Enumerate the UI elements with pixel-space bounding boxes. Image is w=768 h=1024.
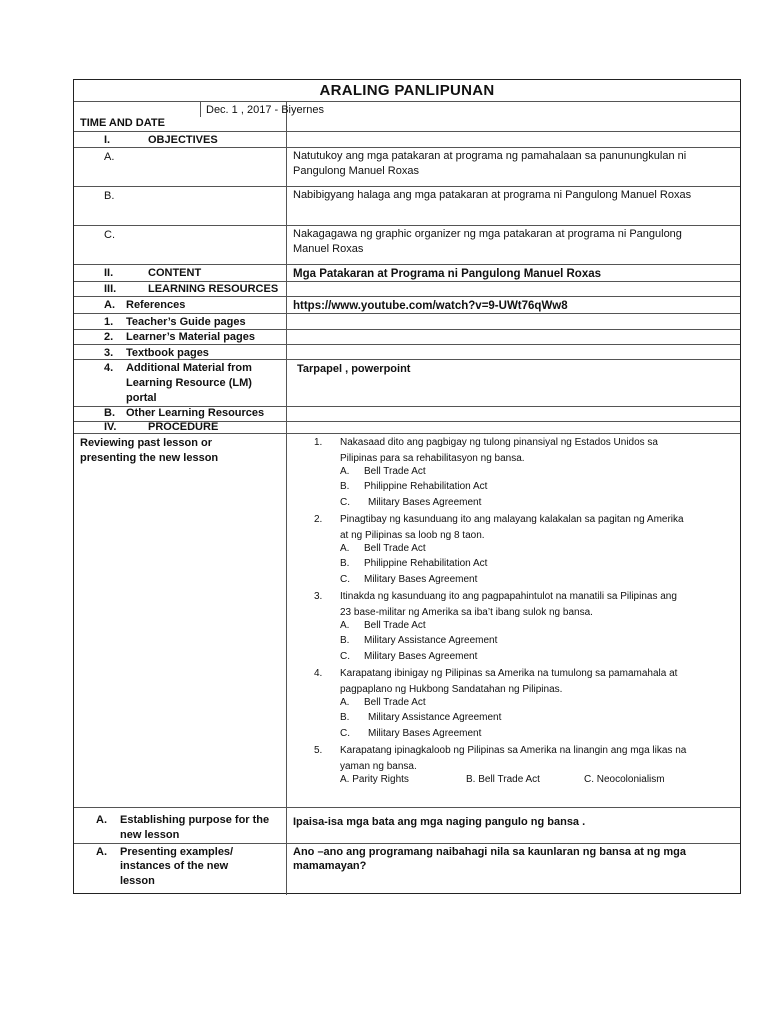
option-text: Bell Trade Act: [364, 697, 426, 708]
additional-material-label-2: Learning Resource (LM): [126, 377, 252, 389]
time-date-value: Dec. 1 , 2017 - Biyernes: [206, 104, 325, 116]
option-letter: B.: [340, 712, 350, 723]
teacher-guide-num: 1.: [104, 316, 114, 328]
examples-label-1: Presenting examples/: [120, 846, 234, 858]
teacher-guide-label: Teacher’s Guide pages: [126, 316, 246, 328]
row-divider: [74, 186, 740, 187]
objective-c-letter: C.: [104, 229, 115, 241]
objective-a-letter: A.: [104, 151, 115, 163]
objective-a-text: Natutukoy ang mga patakaran at programa ng pamahalaan sa panunungkulan ni Pangulong Manuel Roxas: [293, 150, 687, 177]
option-letter: A.: [340, 466, 350, 477]
option-letter: C.: [340, 574, 350, 585]
other-resources-num: B.: [104, 407, 115, 419]
content-num: II.: [104, 267, 114, 279]
examples-label-3: lesson: [120, 875, 155, 887]
examples-label-2: instances of the new: [120, 860, 229, 872]
row-divider: [74, 264, 740, 265]
review-label-2: presenting the new lesson: [80, 452, 219, 464]
examples-value-2: mamamayan?: [293, 860, 367, 872]
learner-material-label: Learner’s Material pages: [126, 331, 256, 343]
option-letter: A.: [340, 543, 350, 554]
option-letter: A.: [340, 697, 350, 708]
question-line: 23 base-militar ng Amerika sa iba’t ibang sulok ng bansa.: [340, 606, 593, 618]
question-line: Pilipinas para sa rehabilitasyon ng bansa.: [340, 452, 525, 464]
question-line: at ng Pilipinas sa loob ng 8 taon.: [340, 529, 485, 541]
learner-material-num: 2.: [104, 331, 114, 343]
other-resources-label: Other Learning Resources: [126, 407, 265, 419]
col-divider: [286, 101, 287, 895]
option-text: Military Bases Agreement: [364, 651, 478, 662]
question-line: Itinakda ng kasunduang ito ang pagpapahintulot na manatili sa Pilipinas ang: [340, 591, 677, 602]
references-link[interactable]: https://www.youtube.com/watch?v=9-UWt76qWw8: [293, 300, 568, 312]
learning-resources-label: LEARNING RESOURCES: [148, 283, 279, 295]
additional-material-label-3: portal: [126, 392, 157, 404]
time-date-label: TIME AND DATE: [80, 117, 165, 129]
question-line: yaman ng bansa.: [340, 760, 417, 772]
question-number: 1.: [314, 437, 323, 448]
option-letter: A.: [340, 620, 350, 631]
learning-resources-num: III.: [104, 283, 117, 295]
objectives-num: I.: [104, 134, 111, 146]
row-divider: [74, 131, 740, 132]
textbook-label: Textbook pages: [126, 347, 209, 359]
question-number: 3.: [314, 591, 323, 602]
review-label-1: Reviewing past lesson or: [80, 437, 213, 449]
option-letter: C.: [340, 728, 350, 739]
purpose-value: Ipaisa-isa mga bata ang mga naging pangulo ng bansa .: [293, 816, 586, 828]
textbook-num: 3.: [104, 347, 114, 359]
purpose-label-1: Establishing purpose for the: [120, 814, 270, 826]
objectives-header: OBJECTIVES: [148, 134, 218, 146]
option-letter: C.: [340, 497, 350, 508]
inline-option: A. Parity Rights: [340, 774, 409, 785]
row-divider: [74, 843, 740, 844]
examples-value-1: Ano –ano ang programang naibahagi nila sa kaunlaran ng bansa at ng mga: [293, 846, 687, 858]
content-value: Mga Patakaran at Programa ni Pangulong Manuel Roxas: [293, 268, 602, 280]
page-title: ARALING PANLIPUNAN: [319, 82, 495, 99]
question-line: Karapatang ipinagkaloob ng Pilipinas sa Amerika na linangin ang mga likas na: [340, 745, 687, 756]
option-text: Military Assistance Agreement: [368, 712, 502, 723]
row-divider: [74, 147, 740, 148]
inline-option: B. Bell Trade Act: [466, 774, 540, 785]
option-text: Bell Trade Act: [364, 543, 426, 554]
option-letter: B.: [340, 558, 350, 569]
procedure-num: IV.: [104, 421, 117, 433]
references-label: References: [126, 299, 186, 311]
option-letter: B.: [340, 481, 350, 492]
col-divider: [200, 101, 201, 117]
question-number: 5.: [314, 745, 323, 756]
question-number: 2.: [314, 514, 323, 525]
row-divider: [74, 807, 740, 808]
option-letter: C.: [340, 651, 350, 662]
objective-b-letter: B.: [104, 190, 115, 202]
option-text: Military Bases Agreement: [368, 728, 482, 739]
question-line: Karapatang ibinigay ng Pilipinas sa Amerika na tumulong sa pamamahala at: [340, 668, 678, 679]
question-line: Nakasaad dito ang pagbigay ng tulong pinansiyal ng Estados Unidos sa: [340, 437, 658, 448]
question-number: 4.: [314, 668, 323, 679]
row-divider: [74, 313, 740, 314]
option-letter: B.: [340, 635, 350, 646]
additional-material-value: Tarpapel , powerpoint: [297, 363, 411, 375]
purpose-label-2: new lesson: [120, 829, 180, 841]
option-text: Bell Trade Act: [364, 466, 426, 477]
references-num: A.: [104, 299, 115, 311]
row-divider: [74, 225, 740, 226]
objective-c-text: Nakagagawa ng graphic organizer ng mga patakaran at programa ni Pangulong Manuel Roxas: [293, 228, 682, 255]
procedure-label: PROCEDURE: [148, 421, 219, 433]
option-text: Philippine Rehabilitation Act: [364, 558, 488, 569]
row-divider: [74, 101, 740, 102]
purpose-num: A.: [96, 814, 107, 826]
row-divider: [74, 296, 740, 297]
additional-material-num: 4.: [104, 362, 114, 374]
review-quiz: [314, 435, 734, 795]
inline-option: C. Neocolonialism: [584, 774, 665, 785]
row-divider: [74, 344, 740, 345]
objective-b-text: Nabibigyang halaga ang mga patakaran at programa ni Pangulong Manuel Roxas: [293, 189, 692, 201]
option-text: Bell Trade Act: [364, 620, 426, 631]
content-label: CONTENT: [148, 267, 202, 279]
question-line: pagpaplano ng Hukbong Sandatahan ng Pilipinas.: [340, 683, 563, 695]
question-line: Pinagtibay ng kasunduang ito ang malayang kalakalan sa pagitan ng Amerika: [340, 514, 684, 525]
additional-material-label-1: Additional Material from: [126, 362, 252, 374]
option-text: Military Bases Agreement: [368, 497, 482, 508]
examples-num: A.: [96, 846, 107, 858]
option-text: Philippine Rehabilitation Act: [364, 481, 488, 492]
option-text: Military Bases Agreement: [364, 574, 478, 585]
option-text: Military Assistance Agreement: [364, 635, 498, 646]
lesson-plan-table: [73, 79, 741, 894]
